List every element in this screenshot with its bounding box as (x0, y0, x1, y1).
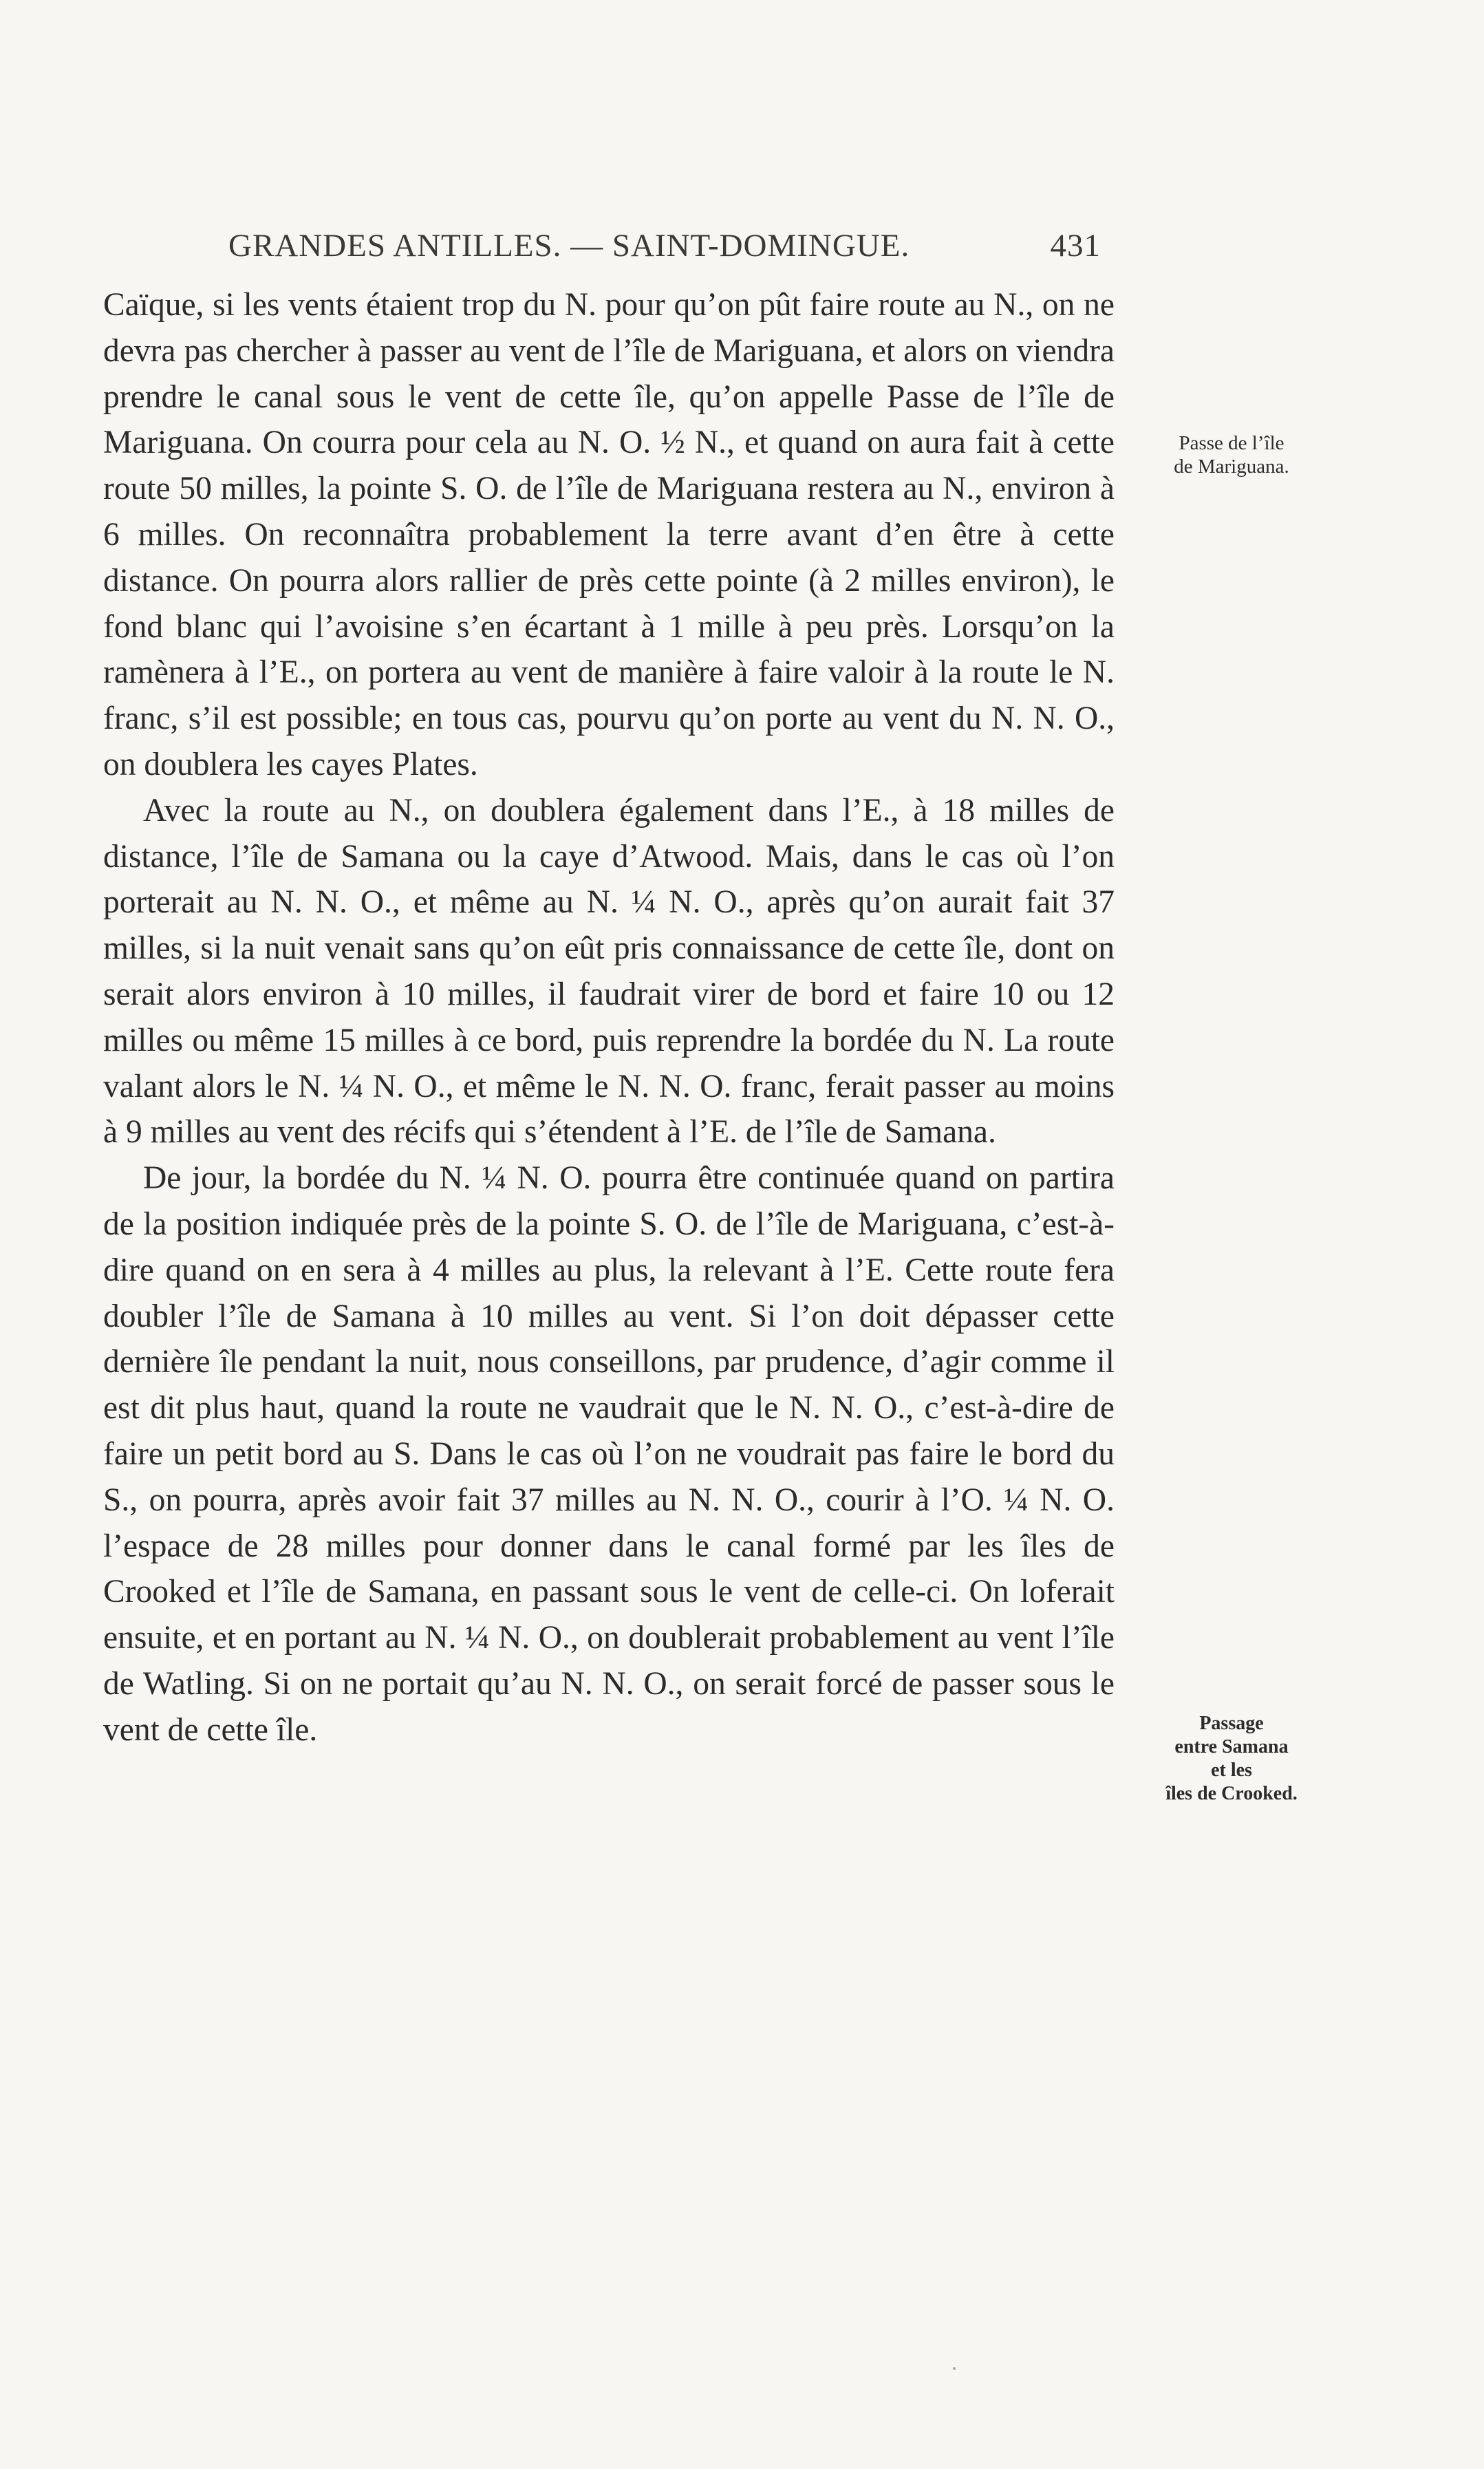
running-head (228, 227, 1101, 268)
margin-note-line: entre Samana (1174, 1736, 1289, 1757)
margin-note-passe-mariguana (1128, 431, 1335, 478)
paragraph-2: Avec la route au N., on doublera également dans l’E., à 18 milles de distance, l’île de Samana ou la caye d’Atwood. Mais, dans le cas où l’on porterait au N. N. O., et même au N. ¼ N. O., après qu’on aurait fait 37 milles, si la nuit venait sans qu’on eût pris connaissance de cette île, dont on serait alors environ à 10 milles, il faudrait virer de bord et faire 10 ou 12 milles ou même 15 milles à ce bord, puis reprendre la bordée du N. La route valant alors le N. ¼ N. O., et même le N. N. O. franc, ferait passer au moins à 9 milles au vent des récifs qui s’étendent à l’E. de l’île de Samana. (103, 792, 1115, 1151)
paragraph-3: De jour, la bordée du N. ¼ N. O. pourra être continuée quand on partira de la position indiquée près de la pointe S. O. de l’île de Mariguana, c’est-à-dire quand on en sera à 4 milles au plus, la relevant à l’E. Cette route fera doubler l’île de Samana à 10 milles au vent. Si l’on doit dépasser cette dernière île pendant la nuit, nous conseillons, par prudence, d’agir comme il est dit plus haut, quand la route ne vaudrait que le N. N. O., c’est-à-dire de faire un petit bord au S. Dans le cas où l’on ne voudrait pas faire le bord du S., on pourra, après avoir fait 37 milles au N. N. O., courir à l’O. ¼ N. O. l’espace de 28 milles pour donner dans le canal formé par les îles de Crooked et l’île de Samana, en passant sous le vent de celle-ci. On loferait ensuite, et en portant au N. ¼ N. O., on doublerait probablement au vent l’île de Watling. Si on ne portait qu’au N. N. O., on serait forcé de passer sous le vent de cette île. (103, 1160, 1115, 1748)
paper-speck (953, 2367, 956, 2370)
margin-note-line: Passage (1199, 1713, 1264, 1734)
page-number: 431 (1050, 228, 1101, 264)
body-text (103, 282, 1115, 1753)
margin-note-line: et les (1211, 1760, 1252, 1781)
margin-note-line: de Mariguana. (1174, 456, 1289, 478)
running-head-title: GRANDES ANTILLES. — SAINT-DOMINGUE. (228, 228, 910, 264)
paragraph-1: Caïque, si les vents étaient trop du N. pour qu’on pût faire route au N., on ne devra pas chercher à passer au vent de l’île de Mariguana, et alors on viendra prendre le canal sous le vent de cette île, qu’on appelle Passe de l’île de Mariguana. On courra pour cela au N. O. ½ N., et quand on aura fait à cette route 50 milles, la pointe S. O. de l’île de Mariguana restera au N., environ à 6 milles. On reconnaîtra probablement la terre avant d’en être à cette distance. On pourra alors rallier de près cette pointe (à 2 milles environ), le fond blanc qui l’avoisine s’en écartant à 1 mille à peu près. Lorsqu’on la ramènera à l’E., on portera au vent de manière à faire valoir à la route le N. franc, s’il est possible; en tous cas, pourvu qu’on porte au vent du N. N. O., on doublera les cayes Plates. (103, 287, 1115, 782)
margin-note-line: Passe de l’île (1179, 432, 1284, 454)
margin-note-line: îles de Crooked. (1165, 1783, 1298, 1804)
margin-note-passage-samana (1128, 1712, 1335, 1806)
